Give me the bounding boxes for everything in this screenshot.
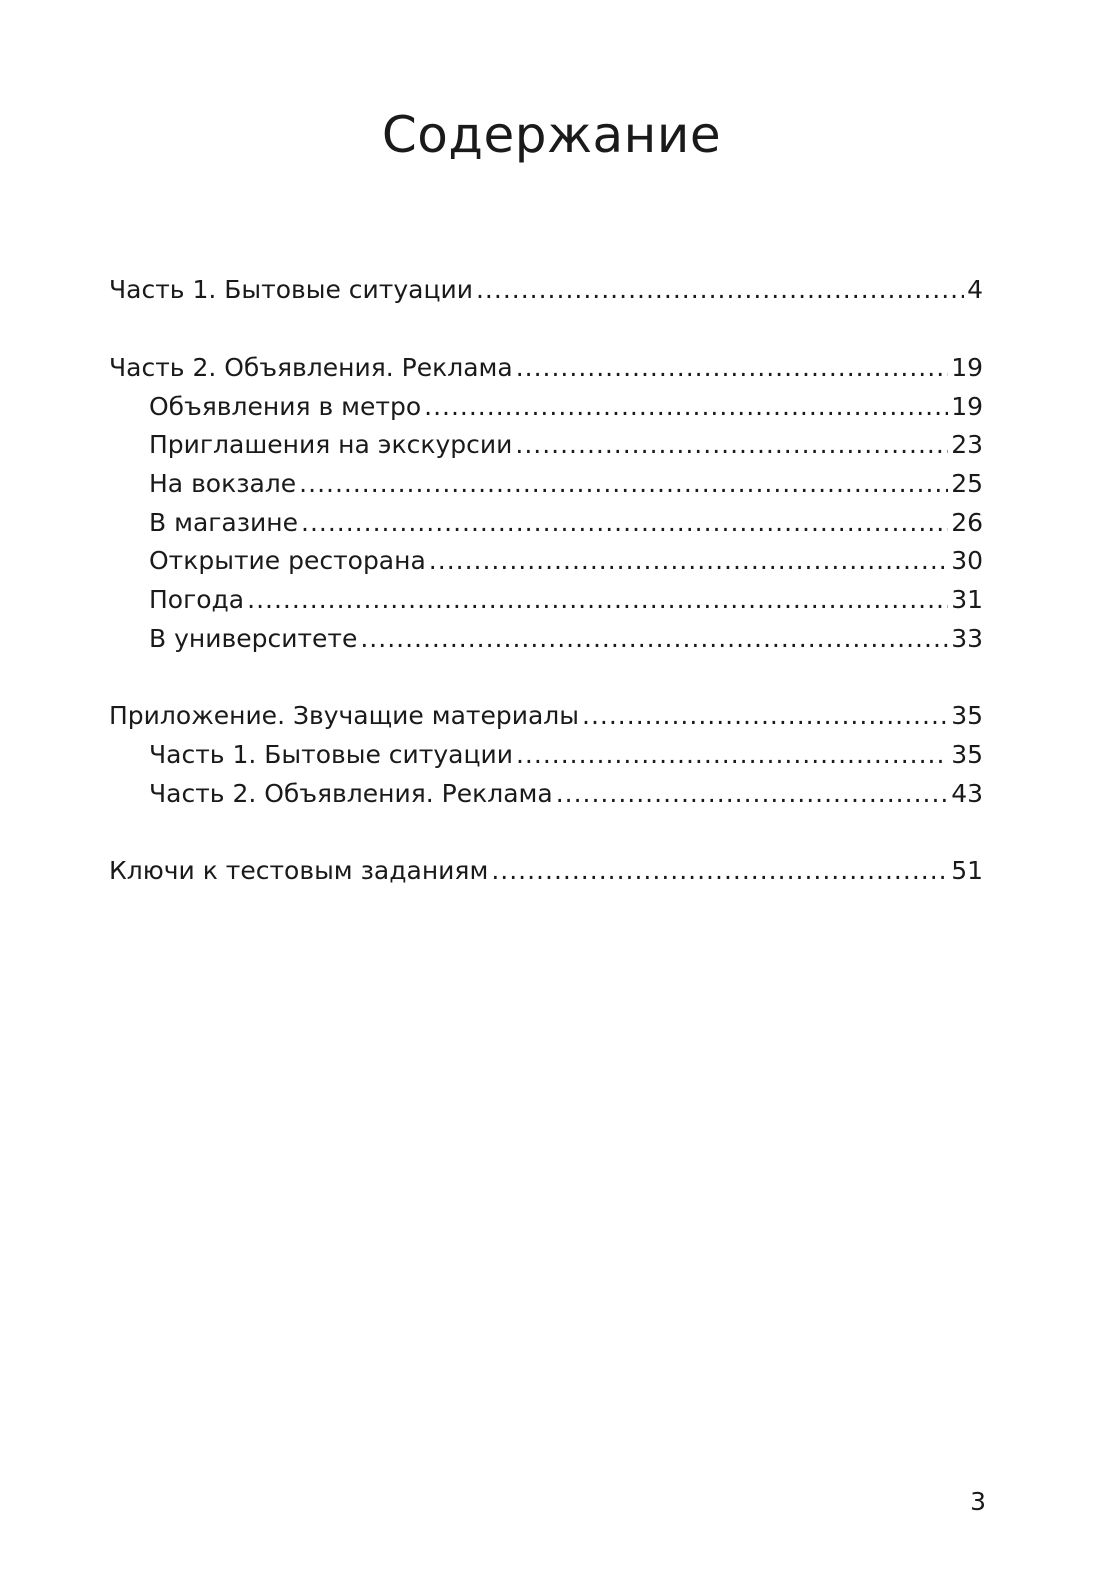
toc-entry-label: Часть 2. Объявления. Реклама [149,779,553,808]
toc-entry-weather[interactable] [149,582,983,618]
toc-entry-label: Открытие ресторана [149,546,426,575]
toc-entry-page: 43 [951,779,983,808]
toc-entry-label: Погода [149,585,245,614]
toc-entry-label: В магазине [149,508,298,537]
toc-entry-part-2[interactable] [109,350,983,386]
toc-entry-page: 35 [951,740,983,769]
toc-entry-appendix-part-1[interactable] [149,737,983,773]
toc-entry-part-1[interactable] [109,272,983,308]
toc-entry-page: 30 [951,546,983,575]
toc-entry-label: На вокзале [149,469,297,498]
toc-entry-station[interactable] [149,466,983,502]
dot-leader [247,582,948,618]
toc-entry-page: 26 [951,508,983,537]
toc-entry-page: 31 [951,585,983,614]
dot-leader [301,505,948,541]
toc-entry-label: В университете [149,624,358,653]
page-title: Содержание [381,106,722,164]
dot-leader [429,543,948,579]
toc-entry-page: 51 [951,856,983,885]
toc-entry-label: Приложение. Звучащие материалы [109,701,580,730]
toc-entry-label: Приглашения на экскурсии [149,430,513,459]
toc-entry-page: 4 [967,275,983,304]
dot-leader [424,389,948,425]
dot-leader [556,776,948,812]
toc-entry-label: Часть 1. Бытовые ситуации [149,740,513,769]
toc-entry-appendix[interactable] [109,698,983,734]
dot-leader [491,853,948,889]
toc-entry-page: 23 [951,430,983,459]
toc-entry-answer-keys[interactable] [109,853,983,889]
dot-leader [516,737,948,773]
toc-entry-metro[interactable] [149,389,983,425]
toc-entry-label: Часть 1. Бытовые ситуации [109,275,473,304]
dot-leader [582,698,948,734]
toc-entry-excursions[interactable] [149,427,983,463]
page-number: 3 [970,1487,986,1516]
toc-entry-shop[interactable] [149,505,983,541]
dot-leader [299,466,948,502]
toc-entry-page: 19 [951,353,983,382]
toc-entry-appendix-part-2[interactable] [149,776,983,812]
toc-entry-label: Объявления в метро [149,392,422,421]
toc-entry-university[interactable] [149,621,983,657]
dot-leader [476,272,964,308]
dot-leader [360,621,948,657]
toc-entry-page: 25 [951,469,983,498]
toc-entry-page: 19 [951,392,983,421]
dot-leader [515,427,948,463]
dot-leader [516,350,948,386]
toc-entry-label: Часть 2. Объявления. Реклама [109,353,513,382]
toc-entry-label: Ключи к тестовым заданиям [109,856,489,885]
toc-entry-restaurant[interactable] [149,543,983,579]
toc-entry-page: 35 [951,701,983,730]
toc-entry-page: 33 [951,624,983,653]
